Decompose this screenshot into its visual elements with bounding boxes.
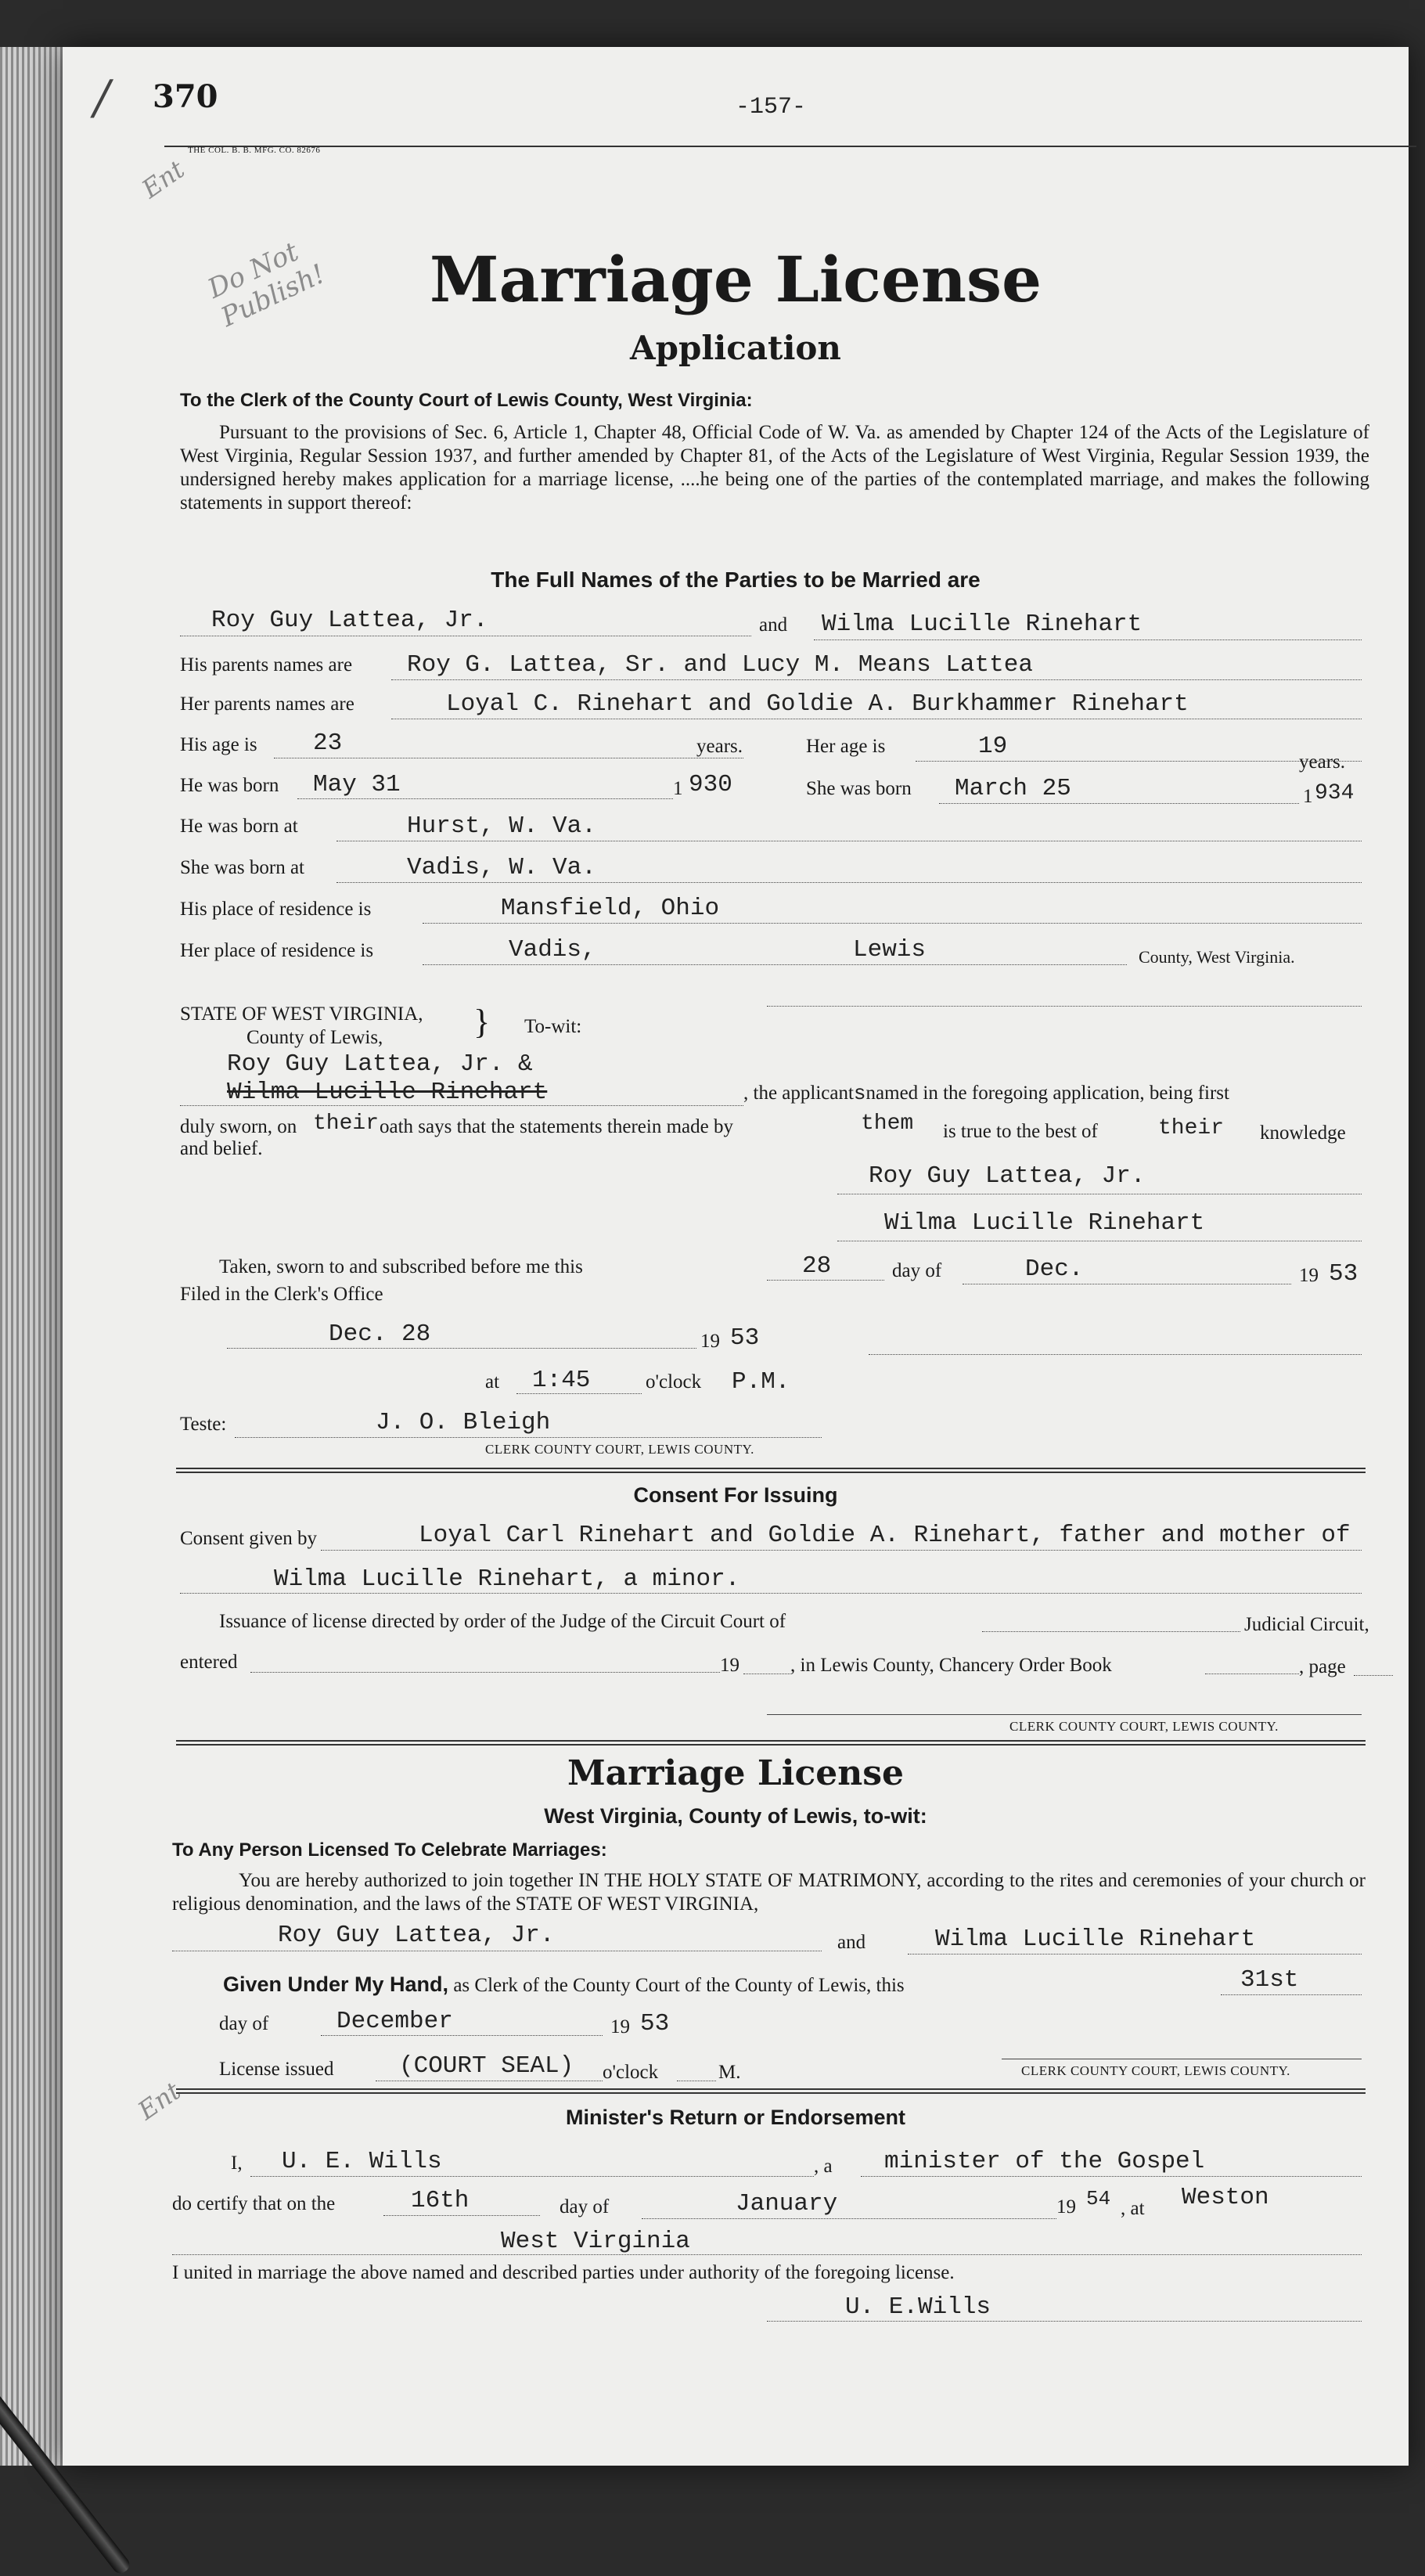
section-divider-2 [176, 1740, 1366, 1746]
certify-state-line [172, 2254, 1362, 2255]
oath-text-1b: named in the foregoing application, being first [865, 1083, 1229, 1104]
his-res-line [423, 923, 1362, 924]
certify-place: Weston [1182, 2184, 1269, 2211]
filed-ampm: P.M. [732, 1368, 790, 1396]
page-label: , page [1299, 1656, 1346, 1677]
oath-2d: knowledge [1260, 1122, 1346, 1144]
certify-year: 54 [1086, 2187, 1111, 2210]
page-edge [0, 47, 63, 2466]
header-rule [164, 146, 1416, 147]
oath-them: them [861, 1111, 914, 1136]
filed-time: 1:45 [532, 1367, 591, 1394]
at-label: at [485, 1371, 500, 1392]
groom-name: Roy Guy Lattea, Jr. [211, 607, 488, 634]
her-res: Vadis, [509, 936, 596, 964]
consent-text1: Loyal Carl Rinehart and Goldie A. Rinehart, father and mother of [419, 1522, 1351, 1549]
license-month: December [336, 2008, 453, 2035]
her-res-label: Her place of residence is [180, 940, 374, 961]
license-body: You are hereby authorized to join together IN THE HOLY STATE OF MATRIMONY, according to the rites and ceremonies of your church or religious denomination, and the laws of the STATE OF WEST VIRGINIA, [172, 1870, 1366, 1915]
issuance-a: Issuance of license directed by order of the Judge of the Circuit Court of [219, 1611, 786, 1632]
towit-label: To-wit: [524, 1016, 582, 1037]
page-number: 370 [153, 78, 218, 115]
united-text: I united in marriage the above named and described parties under authority of the foregoing license. [172, 2262, 955, 2283]
oath-2c: is true to the best of [943, 1121, 1098, 1142]
his-res-label: His place of residence is [180, 899, 372, 920]
certify-month-line [642, 2218, 1056, 2219]
page-line [1354, 1675, 1393, 1676]
her-county: Lewis [853, 936, 927, 964]
sworn-year: 53 [1329, 1260, 1358, 1288]
she-born-date: March 25 [955, 775, 1071, 802]
minister-name-line [250, 2176, 814, 2177]
she-born-at-label: She was born at [180, 857, 304, 878]
certify-month: January [736, 2190, 838, 2218]
minister-heading: Minister's Return or Endorsement [566, 2106, 905, 2129]
clerk-caption-2: CLERK COUNTY COURT, LEWIS COUNTY. [1009, 1719, 1279, 1734]
issuance-line [982, 1631, 1240, 1632]
his-parents: Roy G. Lattea, Sr. and Lucy M. Means Lattea [407, 651, 1033, 679]
he-century: 1 [673, 778, 683, 799]
she-born-at-line [336, 882, 1362, 883]
entered-line [250, 1672, 720, 1673]
clerk-caption-1: CLERK COUNTY COURT, LEWIS COUNTY. [485, 1442, 754, 1457]
form-title: Marriage License [430, 243, 1042, 316]
license-groom: Roy Guy Lattea, Jr. [278, 1922, 555, 1949]
clerk-sig-line-2 [767, 1714, 1362, 1715]
certify-day-line [383, 2215, 540, 2216]
issued-oclock: o'clock [603, 2062, 659, 2083]
sworn-year-prefix: 19 [1299, 1265, 1319, 1286]
her-parents: Loyal C. Rinehart and Goldie A. Burkhammer Rinehart [446, 690, 1189, 718]
signature-bride: Wilma Lucille Rinehart [884, 1209, 1205, 1237]
certify-day-of: day of [560, 2196, 610, 2218]
form-subtitle: Application [630, 329, 841, 367]
her-res-line [423, 964, 1127, 965]
left-margin-mark: / [94, 70, 110, 125]
her-parents-label: Her parents names are [180, 694, 354, 715]
filed-date-line [227, 1348, 696, 1349]
consent-heading: Consent For Issuing [633, 1483, 838, 1507]
she-born-label: She was born [806, 778, 912, 799]
his-res: Mansfield, Ohio [501, 895, 720, 922]
filed-year-prefix: 19 [700, 1331, 720, 1352]
oath-text-1a: , the applicant [743, 1083, 854, 1104]
consent-line1 [321, 1550, 1362, 1551]
oath-their2: their [1158, 1116, 1225, 1140]
oath-2a: duly sworn, on [180, 1116, 297, 1137]
filed-year: 53 [730, 1324, 760, 1352]
certify-year-prefix: 19 [1056, 2196, 1076, 2218]
minister-name: U. E. Wills [282, 2148, 442, 2175]
her-age-label: Her age is [806, 736, 886, 757]
addressee: To the Clerk of the County Court of Lewis County, West Virginia: [180, 390, 753, 411]
margin-note-do-not-publish: Do Not Publish! [203, 236, 330, 333]
applicant1: Roy Guy Lattea, Jr. & [227, 1050, 533, 1078]
license-bride-line [908, 1954, 1362, 1955]
she-born-year: 934 [1315, 781, 1355, 805]
she-century: 1 [1303, 786, 1313, 807]
entered-mid: , in Lewis County, Chancery Order Book [790, 1655, 1112, 1676]
bride-line [814, 639, 1362, 640]
teste-line [235, 1437, 822, 1438]
filed-time-line [516, 1393, 642, 1394]
clerk-caption-3: CLERK COUNTY COURT, LEWIS COUNTY. [1021, 2063, 1290, 2078]
given-day: 31st [1240, 1966, 1299, 1994]
and-label: and [759, 614, 788, 636]
teste-name: J. O. Bleigh [376, 1409, 551, 1436]
he-born-line [297, 798, 673, 799]
applicant-line [180, 1105, 743, 1106]
sworn-day-line [767, 1280, 884, 1281]
printer-mark: THE COL. B. B. MFG. CO. 82676 [188, 146, 321, 155]
extra-line [767, 1006, 1362, 1007]
minister-a: , a [814, 2156, 833, 2177]
certify-label: do certify that on the [172, 2193, 336, 2214]
margin-note-ent-2: Ent [132, 2076, 186, 2126]
her-age-line [916, 761, 1362, 762]
license-subtitle: West Virginia, County of Lewis, to-wit: [544, 1804, 927, 1828]
license-month-line [321, 2035, 603, 2036]
license-year: 53 [640, 2010, 670, 2037]
her-age: 19 [978, 733, 1008, 760]
entered-label: entered [180, 1652, 238, 1673]
license-bride: Wilma Lucille Rinehart [935, 1926, 1256, 1953]
filed-date: Dec. 28 [329, 1320, 431, 1348]
minister-title: minister of the Gospel [884, 2148, 1205, 2175]
filed-label: Filed in the Clerk's Office [180, 1284, 383, 1305]
she-born-at: Vadis, W. Va. [407, 854, 596, 881]
applicant2: Wilma Lucille Rinehart [227, 1079, 548, 1106]
book-line [1205, 1673, 1299, 1674]
margin-note-ent: Ent [136, 154, 190, 204]
issued-note: (COURT SEAL) [399, 2052, 574, 2080]
he-born-year: 930 [689, 771, 732, 798]
given-day-line [1221, 1994, 1362, 1995]
oath-2b: oath says that the statements therein made by [380, 1116, 733, 1137]
ledger-page [63, 47, 1409, 2466]
he-born-at: Hurst, W. Va. [407, 812, 596, 840]
minister-signature: U. E.Wills [845, 2293, 991, 2321]
oath-line1 [743, 1082, 1229, 1105]
certify-day: 16th [411, 2187, 470, 2214]
entered-year-line [743, 1673, 790, 1674]
names-heading: The Full Names of the Parties to be Married are [491, 567, 981, 592]
minister-title-line [861, 2176, 1362, 2177]
filed-right-line [869, 1354, 1362, 1355]
oclock-label: o'clock [646, 1371, 702, 1392]
entered-year-prefix: 19 [720, 1655, 739, 1676]
sworn-day: 28 [802, 1252, 832, 1280]
minister-i: I, [231, 2153, 243, 2174]
state-brace: } [473, 1003, 491, 1041]
she-born-line [939, 803, 1299, 804]
given-label: Given Under My Hand, [223, 1973, 449, 1996]
oath-3: and belief. [180, 1138, 263, 1159]
state-label: STATE OF WEST VIRGINIA, [180, 1003, 423, 1025]
consent-label: Consent given by [180, 1528, 317, 1549]
issuance-b: Judicial Circuit, [1244, 1614, 1369, 1635]
license-title: Marriage License [567, 1753, 905, 1793]
sworn-day-of: day of [892, 1260, 942, 1281]
he-born-label: He was born [180, 775, 279, 796]
issued-m: M. [718, 2062, 741, 2083]
license-and: and [837, 1932, 866, 1953]
county-wv-label: County, West Virginia. [1139, 947, 1295, 967]
minister-sig-line [767, 2321, 1362, 2322]
his-parents-line [391, 679, 1362, 680]
page-sequence: -157- [736, 94, 807, 121]
his-parents-label: His parents names are [180, 654, 353, 676]
signature-groom: Roy Guy Lattea, Jr. [869, 1162, 1146, 1190]
sworn-month: Dec. [1025, 1256, 1084, 1283]
county-label: County of Lewis, [246, 1027, 383, 1048]
issued-label: License issued [219, 2059, 334, 2080]
her-years-label: years. [1299, 751, 1345, 773]
certify-state: West Virginia [501, 2228, 690, 2255]
intro-paragraph: Pursuant to the provisions of Sec. 6, Article 1, Chapter 48, Official Code of W. Va. as amended by Chapter 124 of the Acts of the Legislature of West Virginia, Regular Session 1937, and further amended by Chapter 81, of the Acts of the Legislature of West Virginia, Regular Session 1939, the undersigned hereby makes application for a marriage license, ....he being one of the parties of the contemplated marriage, and makes the following statements in support thereof: [180, 422, 1369, 513]
sworn-label: Taken, sworn to and subscribed before me this [219, 1256, 583, 1277]
license-day-of: day of [219, 2013, 269, 2034]
his-age: 23 [313, 730, 343, 757]
consent-text2: Wilma Lucille Rinehart, a minor. [274, 1565, 740, 1593]
section-divider-3 [176, 2088, 1366, 2094]
he-born-at-label: He was born at [180, 816, 298, 837]
given-line [223, 1973, 905, 1997]
oath-s: s [853, 1082, 866, 1105]
his-age-label: His age is [180, 734, 257, 755]
teste-label: Teste: [180, 1414, 227, 1435]
oath-their: their [313, 1111, 380, 1136]
given-text: as Clerk of the County Court of the County of Lewis, this [453, 1975, 905, 1996]
license-year-prefix: 19 [610, 2016, 630, 2037]
section-divider-1 [176, 1468, 1366, 1473]
he-born-date: May 31 [313, 771, 401, 798]
his-years-label: years. [696, 736, 743, 757]
bride-name: Wilma Lucille Rinehart [822, 611, 1143, 638]
consent-line2 [180, 1593, 1362, 1594]
certify-at: , at [1121, 2198, 1145, 2219]
license-to: To Any Person Licensed To Celebrate Marriages: [172, 1839, 607, 1861]
